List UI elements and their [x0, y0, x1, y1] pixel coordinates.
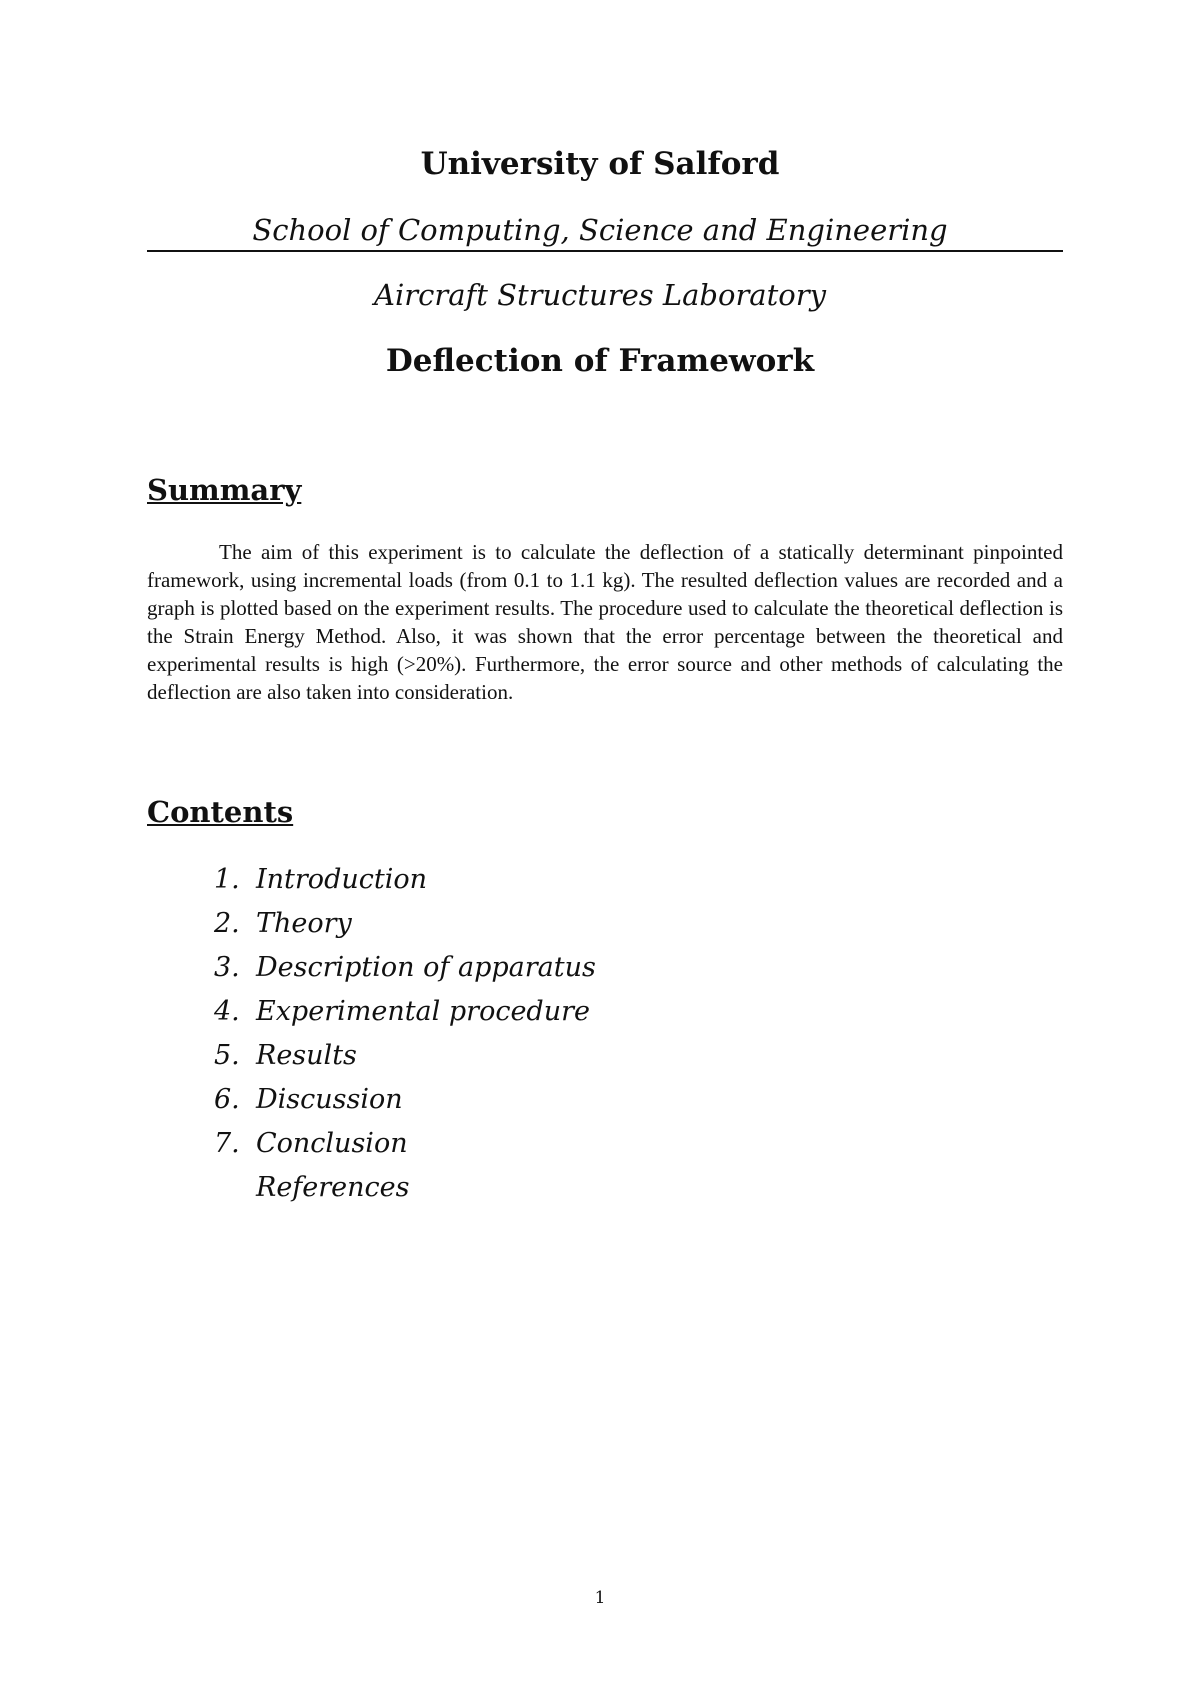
toc-item-label: Results	[256, 1040, 357, 1071]
summary-heading: Summary	[147, 473, 302, 507]
toc-item-procedure	[214, 990, 596, 1034]
toc-item-label: Conclusion	[256, 1128, 408, 1159]
toc-item-number: 4.	[214, 996, 240, 1027]
school-name: School of Computing, Science and Engineering	[252, 213, 948, 247]
toc-item-number: 7.	[214, 1128, 240, 1159]
toc-item-results	[214, 1034, 596, 1078]
summary-paragraph: The aim of this experiment is to calculate the deflection of a statically determinant pinpointed framework, using incremental loads (from 0.1 to 1.1 kg). The resulted deflection values are recorded and a graph is plotted based on the experiment results. The procedure used to calculate the theoretical deflection is the Strain Energy Method. Also, it was shown that the error percentage between the theoretical and experimental results is high (>20%). Furthermore, the error source and other methods of calculating the deflection are also taken into consideration.	[147, 540, 1063, 704]
toc-item-label: Discussion	[256, 1084, 403, 1115]
contents-heading: Contents	[147, 795, 294, 829]
toc-item-discussion	[214, 1078, 596, 1122]
toc-item-label: Theory	[256, 908, 352, 939]
document-title: Deflection of Framework	[385, 343, 815, 379]
toc-item-apparatus	[214, 946, 596, 990]
toc-item-references	[214, 1166, 596, 1210]
toc-item-label: Introduction	[256, 864, 427, 895]
toc-item-label: Description of apparatus	[256, 952, 596, 983]
toc-item-label: Experimental procedure	[256, 996, 590, 1027]
toc-item-number: 1.	[214, 864, 240, 895]
toc-item-number: 3.	[214, 952, 240, 983]
toc-item-number: 6.	[214, 1084, 240, 1115]
toc-item-introduction	[214, 858, 596, 902]
page-number: 1	[594, 1588, 606, 1608]
toc-item-theory	[214, 902, 596, 946]
toc-item-conclusion	[214, 1122, 596, 1166]
toc-item-number: 2.	[214, 908, 240, 939]
toc-item-label: References	[256, 1172, 410, 1203]
laboratory-name: Aircraft Structures Laboratory	[374, 278, 826, 312]
table-of-contents	[214, 858, 596, 1210]
header-rule	[147, 250, 1063, 252]
toc-item-number: 5.	[214, 1040, 240, 1071]
university-name: University of Salford	[420, 146, 780, 182]
